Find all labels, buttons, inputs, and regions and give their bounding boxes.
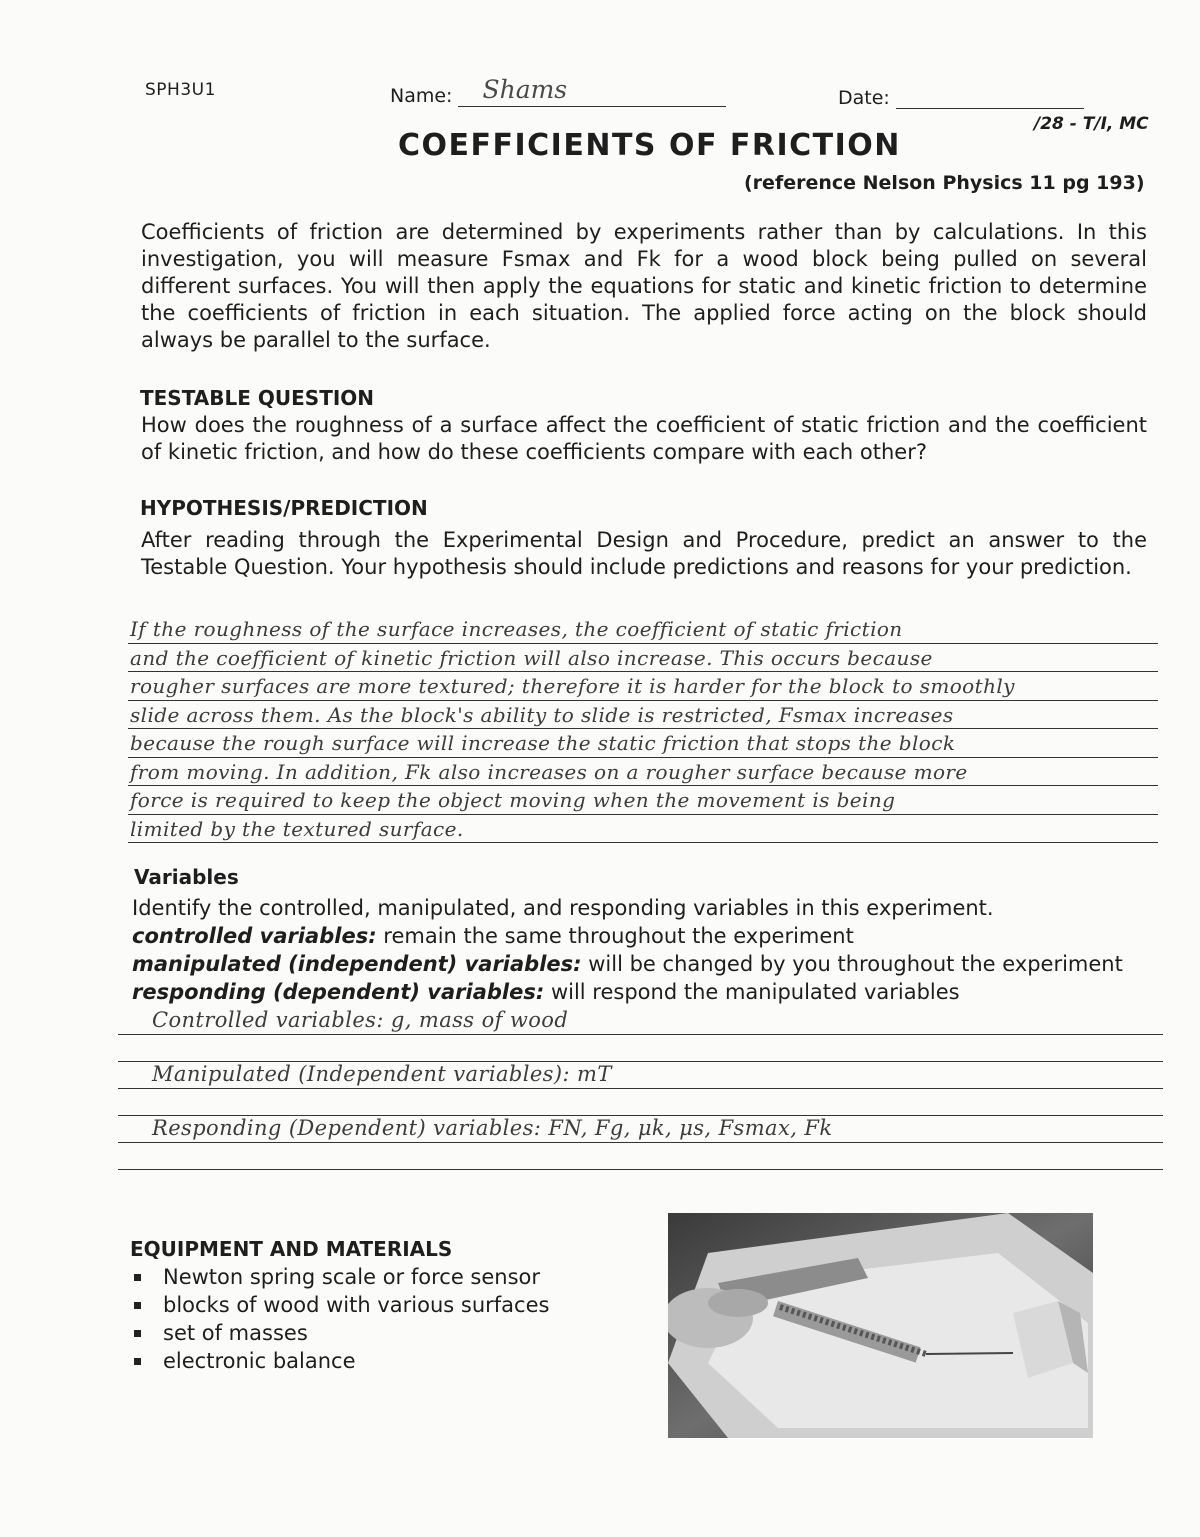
name-label: Name: [390, 85, 453, 107]
hypothesis-instructions: After reading through the Experimental Design and Procedure, predict an answer to the Testable Question. Your hypothesis should include predictions and reasons for your prediction. [141, 528, 1147, 579]
equipment-heading: EQUIPMENT AND MATERIALS [130, 1237, 453, 1261]
controlled-definition [132, 922, 1142, 950]
answer-line: because the rough surface will increase the static friction that stops the block [128, 729, 1158, 758]
list-item: set of masses [130, 1319, 549, 1347]
page-title: COEFFICIENTS OF FRICTION [398, 128, 901, 163]
answer-line: If the roughness of the surface increases, the coefficient of static friction [128, 615, 1158, 644]
list-item: blocks of wood with various surfaces [130, 1291, 549, 1319]
testable-question-heading: TESTABLE QUESTION [140, 386, 375, 410]
manipulated-definition [132, 950, 1142, 978]
answer-line: rougher surfaces are more textured; therefore it is harder for the block to smoothly [128, 672, 1158, 701]
answer-line: and the coefficient of kinetic friction will also increase. This occurs because [128, 644, 1158, 673]
list-item: electronic balance [130, 1347, 549, 1375]
variables-answer [118, 1005, 1163, 1170]
answer-line [118, 1005, 1163, 1035]
name-handwritten: Shams [482, 75, 568, 104]
variables-heading: Variables [134, 865, 239, 889]
name-field [390, 75, 726, 107]
controlled-desc: remain the same throughout the experiment [383, 924, 854, 948]
responding-label: responding (dependent) variables: [132, 980, 545, 1004]
reference-note: (reference Nelson Physics 11 pg 193) [744, 172, 1145, 194]
manipulated-desc: will be changed by you throughout the experiment [588, 952, 1123, 976]
variables-instruction: Identify the controlled, manipulated, and responding variables in this experiment. [132, 896, 994, 920]
variables-instructions [132, 894, 1142, 1006]
equipment-list [130, 1263, 549, 1375]
answer-line [118, 1116, 1163, 1143]
answer-line: from moving. In addition, Fk also increases on a rougher surface because more [128, 758, 1158, 787]
answer-line: force is required to keep the object moving when the movement is being [128, 786, 1158, 815]
date-field [838, 86, 1084, 109]
bullet-icon [134, 1302, 141, 1309]
intro-paragraph: Coefficients of friction are determined by experiments rather than by calculations. In this investigation, you will measure Fsmax and Fk for a wood block being pulled on several different surfaces. You will then apply the equations for static and kinetic friction to determine the coefficients of friction in each situation. The applied force acting on the block should always be parallel to the surface. [141, 220, 1147, 352]
answer-line: limited by the textured surface. [128, 815, 1158, 844]
name-line [458, 75, 726, 107]
manipulated-label: manipulated (independent) variables: [132, 952, 582, 976]
bullet-icon [134, 1274, 141, 1281]
blank-line [118, 1089, 1163, 1116]
responding-desc: will respond the manipulated variables [550, 980, 960, 1004]
blank-line [118, 1143, 1163, 1170]
bullet-icon [134, 1358, 141, 1365]
list-item: Newton spring scale or force sensor [130, 1263, 549, 1291]
answer-line: slide across them. As the block's ability to slide is restricted, Fsmax increases [128, 701, 1158, 730]
answer-line [118, 1062, 1163, 1089]
controlled-answer: Controlled variables: g, mass of wood [152, 1008, 569, 1032]
blank-line [118, 1035, 1163, 1062]
responding-answer: Responding (Dependent) variables: FN, Fg, μk, μs, Fsmax, Fk [152, 1116, 833, 1140]
date-line [896, 86, 1084, 109]
course-code: SPH3U1 [145, 80, 216, 100]
hypothesis-answer [128, 615, 1158, 843]
controlled-label: controlled variables: [132, 924, 377, 948]
bullet-icon [134, 1330, 141, 1337]
responding-definition [132, 978, 1142, 1006]
spring-scale-photo [668, 1213, 1093, 1438]
date-label: Date: [838, 87, 890, 109]
marks-total: /28 - T/I, MC [1034, 114, 1149, 134]
hypothesis-heading: HYPOTHESIS/PREDICTION [140, 496, 428, 520]
testable-question-text: How does the roughness of a surface affect the coefficient of static friction and the coefficient of kinetic friction, and how do these coefficients compare with each other? [141, 413, 1147, 464]
manipulated-answer: Manipulated (Independent variables): mT [152, 1062, 612, 1086]
